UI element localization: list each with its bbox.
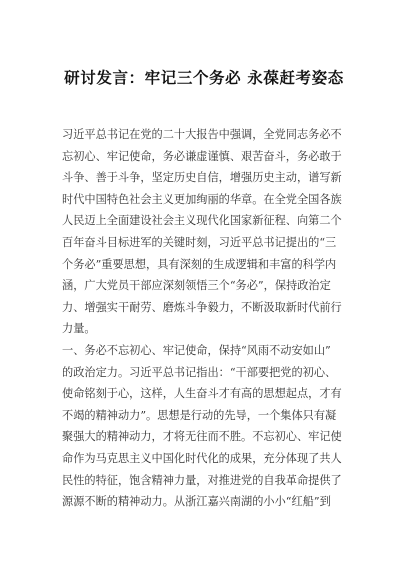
document-title: 研讨发言：牢记三个务必 永葆赶考姿态 <box>64 69 344 87</box>
body-line: 命作为马克思主义中国化时代化的成果，充分体现了共人 <box>62 451 342 465</box>
body-line: 个务必”重要思想，具有深刻的生成逻辑和丰富的科学内 <box>62 257 337 271</box>
section-heading-line: 一、务必不忘初心、牢记使命，保持“风雨不动安如山” <box>62 343 331 357</box>
document-body <box>62 124 352 513</box>
body-line: 不竭的精神动力”。思想是行动的先导，一个集体只有凝 <box>62 408 337 422</box>
body-line: 的政治定力。习近平总书记指出：“干部要把党的初心、 <box>62 365 337 379</box>
body-line: 力量。 <box>62 322 96 336</box>
body-line: 时代中国特色社会主义更加绚丽的华章。在全党全国各族 <box>62 192 342 206</box>
body-line: 使命铭刻于心，这样，人生奋斗才有高的思想起点，才有 <box>62 387 342 401</box>
body-line: 源源不断的精神动力。从浙江嘉兴南湖的小小“红船”到 <box>62 495 331 509</box>
body-line: 涵，广大党员干部应深刻领悟三个“务必”，保持政治定 <box>62 279 331 293</box>
body-line: 民性的特征，饱含精神力量，对推进党的自我革命提供了 <box>62 473 342 487</box>
body-line: 忘初心、牢记使命，务必谦虚谨慎、艰苦奋斗，务必敢于 <box>62 149 342 163</box>
body-line: 百年奋斗目标进军的关键时刻，习近平总书记提出的“三 <box>62 235 337 249</box>
body-line: 人民迈上全面建设社会主义现代化国家新征程、向第二个 <box>62 214 342 228</box>
body-line: 力、增强实干耐劳、磨炼斗争毅力，不断汲取新时代前行 <box>62 300 342 314</box>
body-line: 聚强大的精神动力，才将无往而不胜。不忘初心、牢记使 <box>62 430 342 444</box>
body-line: 习近平总书记在党的二十大报告中强调，全党同志务必不 <box>62 128 342 141</box>
body-line: 斗争、善于斗争，坚定历史自信，增强历史主动，谱写新 <box>62 171 342 185</box>
